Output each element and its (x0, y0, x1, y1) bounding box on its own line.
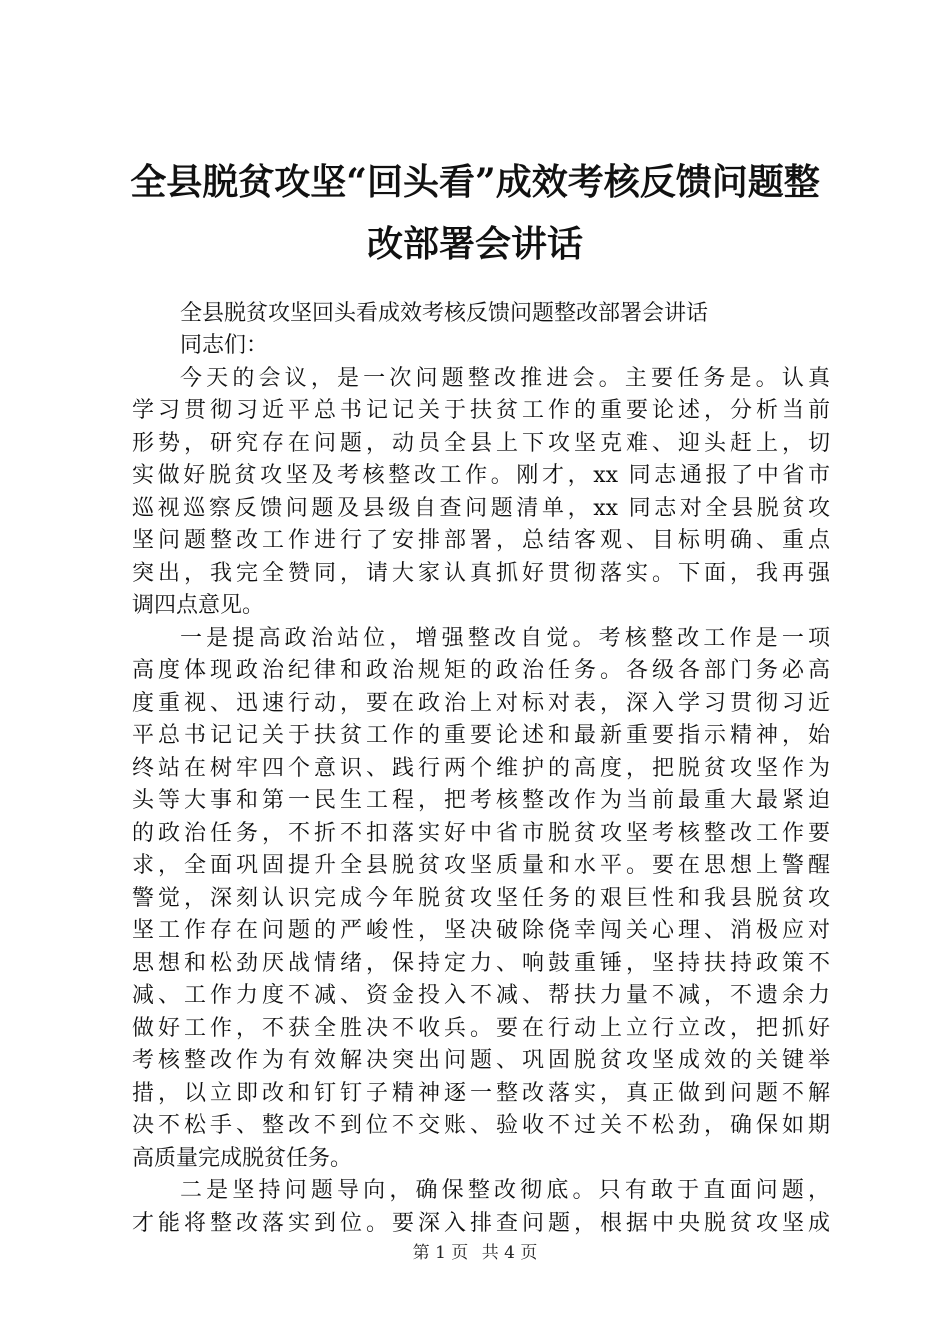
body-line: 坚问题整改工作进行了安排部署，总结客观、目标明确、重点 (132, 528, 830, 553)
body-line: 突出，我完全赞同，请大家认真抓好贯彻落实。下面，我再强 (132, 561, 830, 586)
body-line: 终站在树牢四个意识、践行两个维护的高度，把脱贫攻坚作为 (132, 756, 830, 781)
salutation-line: 同志们： (180, 333, 269, 358)
body-line: 措，以立即改和钉钉子精神逐一整改落实，真正做到问题不解 (132, 1081, 830, 1106)
body-line: 二是坚持问题导向，确保整改彻底。只有敢于直面问题， (180, 1178, 830, 1203)
subtitle-line: 全县脱贫攻坚回头看成效考核反馈问题整改部署会讲话 (180, 301, 709, 326)
body-line: 度重视、迅速行动，要在政治上对标对表，深入学习贯彻习近 (132, 691, 830, 716)
body-line: 调四点意见。 (132, 593, 265, 618)
body-line: 求，全面巩固提升全县脱贫攻坚质量和水平。要在思想上警醒 (132, 853, 830, 878)
body-line: 巡视巡察反馈问题及县级自查问题清单，xx 同志对全县脱贫攻 (132, 496, 830, 521)
body-line: 减、工作力度不减、资金投入不减、帮扶力量不减，不遗余力 (132, 983, 830, 1008)
page-total: 共 4 页 (481, 1243, 538, 1263)
body-line: 才能将整改落实到位。要深入排查问题，根据中央脱贫攻坚成 (132, 1211, 830, 1236)
body-line: 决不松手、整改不到位不交账、验收不过关不松劲，确保如期 (132, 1113, 830, 1138)
body-line: 做好工作，不获全胜决不收兵。要在行动上立行立改，把抓好 (132, 1016, 830, 1041)
body-line: 学习贯彻习近平总书记记关于扶贫工作的重要论述，分析当前 (132, 398, 830, 423)
body-line: 的政治任务，不折不扣落实好中省市脱贫攻坚考核整改工作要 (132, 821, 830, 846)
body-line: 警觉，深刻认识完成今年脱贫攻坚任务的艰巨性和我县脱贫攻 (132, 886, 830, 911)
body-line: 形势，研究存在问题，动员全县上下攻坚克难、迎头赶上，切 (132, 431, 830, 456)
body-line: 坚工作存在问题的严峻性，坚决破除侥幸闯关心理、消极应对 (132, 918, 830, 943)
body-line: 平总书记记关于扶贫工作的重要论述和最新重要指示精神，始 (132, 723, 830, 748)
body-line: 思想和松劲厌战情绪，保持定力、响鼓重锤，坚持扶持政策不 (132, 951, 830, 976)
body-line: 实做好脱贫攻坚及考核整改工作。刚才，xx 同志通报了中省市 (132, 463, 830, 488)
body-line: 高质量完成脱贫任务。 (132, 1146, 353, 1171)
body-line: 今天的会议，是一次问题整改推进会。主要任务是。认真 (180, 366, 830, 391)
body-line: 考核整改作为有效解决突出问题、巩固脱贫攻坚成效的关键举 (132, 1048, 830, 1073)
page-number: 第 1 页 (412, 1243, 469, 1263)
document-title-line-2: 改部署会讲话 (366, 223, 583, 265)
page-footer (0, 1242, 950, 1264)
body-line: 高度体现政治纪律和政治规矩的政治任务。各级各部门务必高 (132, 658, 830, 683)
body-line: 一是提高政治站位，增强整改自觉。考核整改工作是一项 (180, 626, 830, 651)
document-title-line-1: 全县脱贫攻坚“回头看”成效考核反馈问题整 (130, 161, 820, 203)
body-line: 头等大事和第一民生工程，把考核整改作为当前最重大最紧迫 (132, 788, 830, 813)
